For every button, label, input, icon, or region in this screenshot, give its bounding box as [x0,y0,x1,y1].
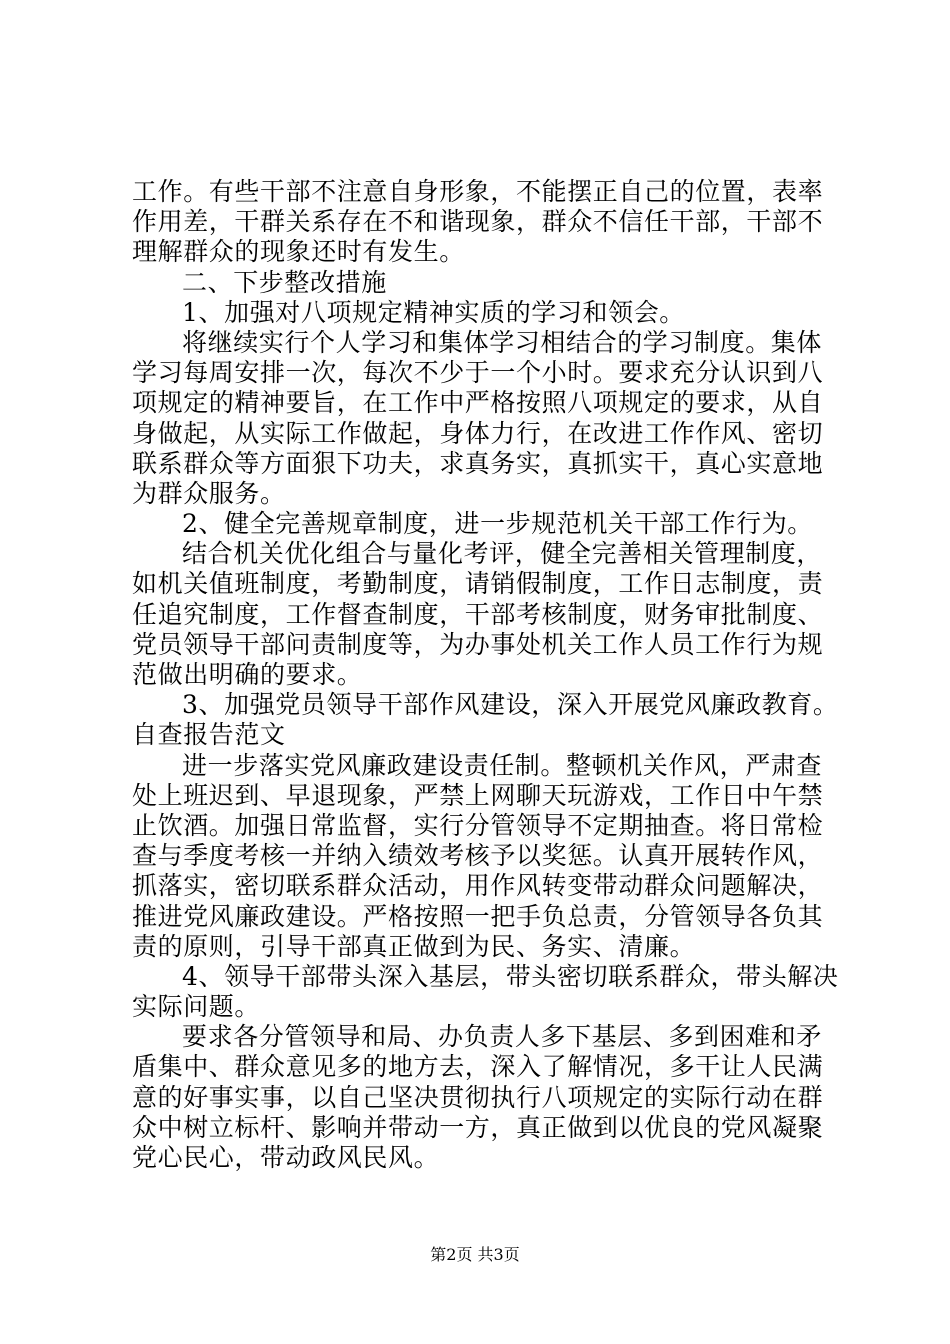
text-line: 止饮酒。加强日常监督，实行分管领导不定期抽查。将日常检 [132,810,824,840]
text-line: 自查报告范文 [132,720,286,750]
text-line: 工作。有些干部不注意自身形象，不能摆正自己的位置，表率 [132,177,824,206]
text-line: 3、加强党员领导干部作风建设，深入开展党风廉政教育。 [182,690,839,720]
text-line: 为群众服务。 [132,478,286,508]
text-line: 学习每周安排一次，每次不少于一个小时。要求充分认识到八 [132,358,824,388]
page-footer: 第2页 共3页 [430,1245,520,1264]
text-line: 作用差，干群关系存在不和谐现象，群众不信任干部，干部不 [132,207,824,237]
text-line: 任追究制度，工作督查制度，干部考核制度，财务审批制度、 [132,599,824,629]
text-line: 查与季度考核一并纳入绩效考核予以奖惩。认真开展转作风， [132,841,824,871]
text-line: 项规定的精神要旨，在工作中严格按照八项规定的要求，从自 [132,388,824,418]
text-line: 二、下步整改措施 [182,267,387,297]
text-line: 理解群众的现象还时有发生。 [132,237,465,267]
text-line: 党员领导干部问责制度等，为办事处机关工作人员工作行为规 [132,629,824,659]
text-line: 联系群众等方面狠下功夫，求真务实，真抓实干，真心实意地 [132,448,824,478]
text-line: 2、健全完善规章制度，进一步规范机关干部工作行为。 [182,509,813,539]
text-line: 范做出明确的要求。 [132,660,363,689]
text-line: 要求各分管领导和局、办负责人多下基层、多到困难和矛 [182,1022,823,1052]
text-line: 实际问题。 [132,992,261,1022]
document-body [132,177,839,1173]
text-line: 如机关值班制度，考勤制度，请销假制度，工作日志制度，责 [132,569,824,599]
text-line: 处上班迟到、早退现象，严禁上网聊天玩游戏，工作日中午禁 [132,780,824,810]
text-line: 众中树立标杆、影响并带动一方，真正做到以优良的党风凝聚 [132,1112,824,1142]
text-line: 责的原则，引导干部真正做到为民、务实、清廉。 [132,931,696,961]
text-line: 意的好事实事，以自己坚决贯彻执行八项规定的实际行动在群 [132,1082,824,1112]
text-line: 1、加强对八项规定精神实质的学习和领会。 [182,297,685,327]
text-line: 4、领导干部带头深入基层，带头密切联系群众，带头解决 [182,961,839,991]
text-line: 进一步落实党风廉政建设责任制。整顿机关作风，严肃查 [182,750,823,780]
text-line: 身做起，从实际工作做起，身体力行，在改进工作作风、密切 [132,418,824,448]
text-line: 将继续实行个人学习和集体学习相结合的学习制度。集体 [182,327,823,357]
text-line: 结合机关优化组合与量化考评，健全完善相关管理制度， [182,539,823,569]
text-line: 推进党风廉政建设。严格按照一把手负总责，分管领导各负其 [132,901,824,931]
text-line: 抓落实，密切联系群众活动，用作风转变带动群众问题解决， [132,871,824,901]
text-line: 党心民心，带动政风民风。 [132,1143,440,1172]
text-line: 盾集中、群众意见多的地方去，深入了解情况，多干让人民满 [132,1052,824,1082]
